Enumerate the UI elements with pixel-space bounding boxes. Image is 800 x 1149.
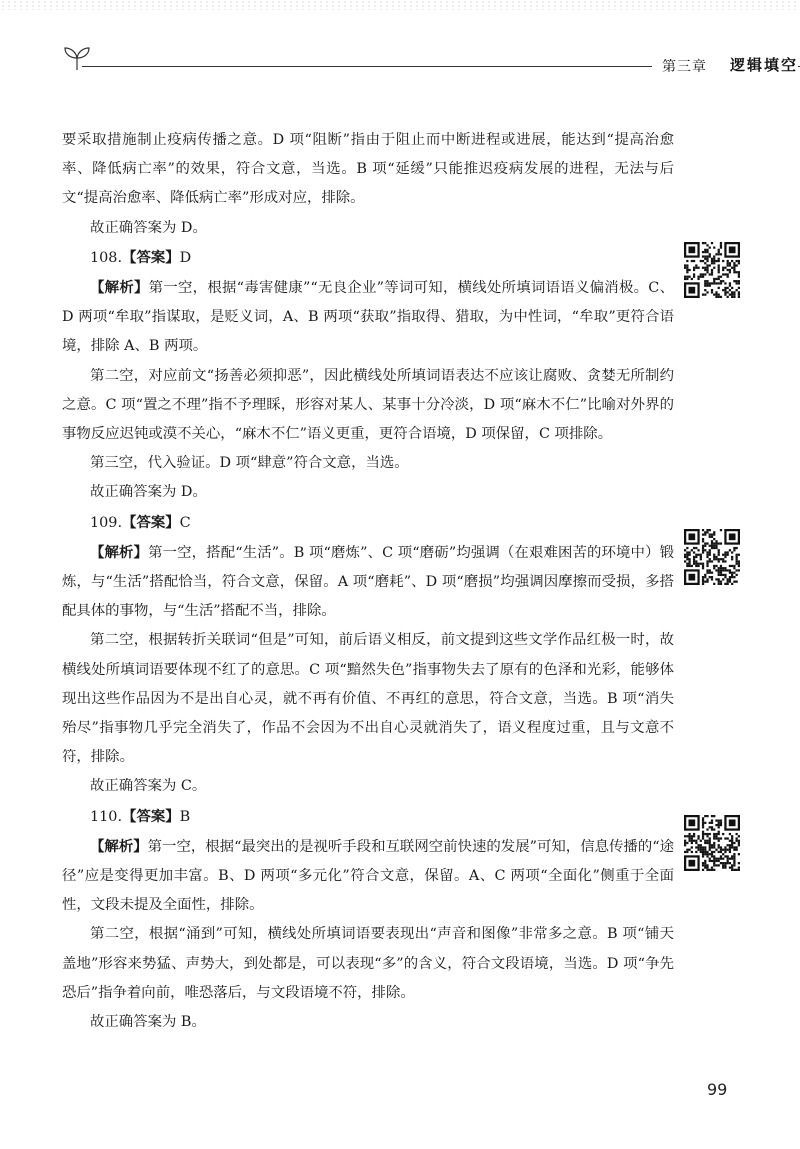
body-paragraph: 故正确答案为 B。 — [90, 1014, 206, 1031]
body-paragraph: 故正确答案为 C。 — [90, 778, 207, 795]
page-number: 99 — [707, 1080, 728, 1099]
chapter-label: 第三章 — [662, 59, 707, 75]
analysis-text: 第一空，根据“最突出的是视听手段和互联网空前快速的发展”可知，信息传播的“途径”应是变得更加丰富。B、D 两项“多元化”符合文意，保留。A、C 两项“全面化”侧重于全面性，文段未提及全面性，排除。 — [62, 838, 674, 914]
analysis-text: 第一空，搭配“生活”。B 项“磨炼”、C 项“磨砺”均强调（在艰难困苦的环境中）锻炼，与“生活”搭配恰当，符合文意，保留。A 项“磨耗”、D 项“磨损”均强调因摩擦而受损，多搭配具体的事物，与“生活”搭配不当，排除。 — [62, 544, 674, 620]
analysis-paragraph — [62, 538, 674, 627]
analysis-tag: 【解析】 — [90, 279, 149, 297]
chapter-title: 逻辑填空 — [730, 56, 799, 74]
answer-tag: 【答案】 — [122, 513, 180, 531]
body-paragraph: 第二空，对应前文“扬善必须抑恶”，因此横线处所填词语表达不应该让腐败、贪婪无所制约之意。C 项“置之不理”指不予理睬，形容对某人、某事十分冷淡，D 项“麻木不仁”比喻对外界的事物反应迟钝或漠不关心，“麻木不仁”语义更重，更符合语境，D 项保留，C 项排除。 — [62, 367, 674, 443]
analysis-text: 第一空，根据“毒害健康”“无良企业”等词可知，横线处所填词语语义偏消极。C、D 两项“牟取”指谋取，是贬义词，A、B 两项“获取”指取得、猎取，为中性词，“牟取”更符合语境，排除 A、B 两项。 — [62, 280, 674, 355]
qr-code-icon — [684, 529, 740, 585]
body-paragraph: 第二空，根据“涌到”可知，横线处所填词语要表现出“声音和图像”非常多之意。B 项“铺天盖地”形容来势猛、声势大，到处都是，可以表现“多”的含义，符合文段语境，当选。D 项“争先恐后”指争着向前，唯恐落后，与文段语境不符，排除。 — [62, 926, 674, 1001]
analysis-tag: 【解析】 — [90, 543, 149, 561]
scan-edge-noise — [0, 0, 800, 10]
body-paragraph: 故正确答案为 D。 — [90, 219, 207, 236]
body-paragraph: 故正确答案为 D。 — [90, 484, 207, 501]
sprout-icon — [62, 40, 92, 74]
analysis-paragraph — [62, 832, 674, 921]
analysis-tag: 【解析】 — [90, 837, 148, 855]
body-paragraph: 要采取措施制止疫病传播之意。D 项“阻断”指由于阻止而中断进程或进展，能达到“提高治愈率、降低病亡率”的效果，符合文意，当选。B 项“延缓”只能推迟疫病发展的进程，无法与后文“提高治愈率、降低病亡率”形成对应，排除。 — [62, 132, 674, 207]
qr-code-icon — [684, 242, 740, 298]
qr-code-108[interactable] — [684, 242, 740, 298]
answer-value: D — [179, 249, 192, 266]
qr-code-110[interactable] — [684, 815, 740, 871]
answer-line — [62, 802, 674, 832]
main-text — [62, 126, 674, 1037]
qr-code-icon — [684, 815, 740, 871]
question-number: 109. — [90, 514, 123, 531]
answer-tag: 【答案】 — [122, 807, 180, 825]
body-paragraph: 第二空，根据转折关联词“但是”可知，前后语义相反，前文提到这些文学作品红极一时，故横线处所填词语要体现不红了的意思。C 项“黯然失色”指事物失去了原有的色泽和光彩，能够体现出这些作品因为不是出自心灵，就不再有价值、不再红的意思，符合文意，当选。B 项“消失殆尽”指事物几乎完全消失了，作品不会因为不出自心灵就消失了，语义程度过重，且与文意不符，排除。 — [62, 632, 674, 766]
answer-tag: 【答案】 — [122, 248, 180, 266]
qr-code-109[interactable] — [684, 529, 740, 585]
answer-line — [62, 243, 674, 273]
header-rule-left — [82, 66, 652, 67]
body-paragraph: 第三空，代入验证。D 项“肆意”符合文意，当选。 — [90, 455, 409, 472]
running-header — [62, 40, 800, 76]
question-number: 108. — [90, 249, 123, 266]
question-number: 110. — [90, 808, 123, 825]
answer-value: B — [179, 808, 191, 825]
answer-value: C — [179, 514, 191, 531]
analysis-paragraph — [62, 273, 674, 362]
answer-line — [62, 508, 674, 538]
